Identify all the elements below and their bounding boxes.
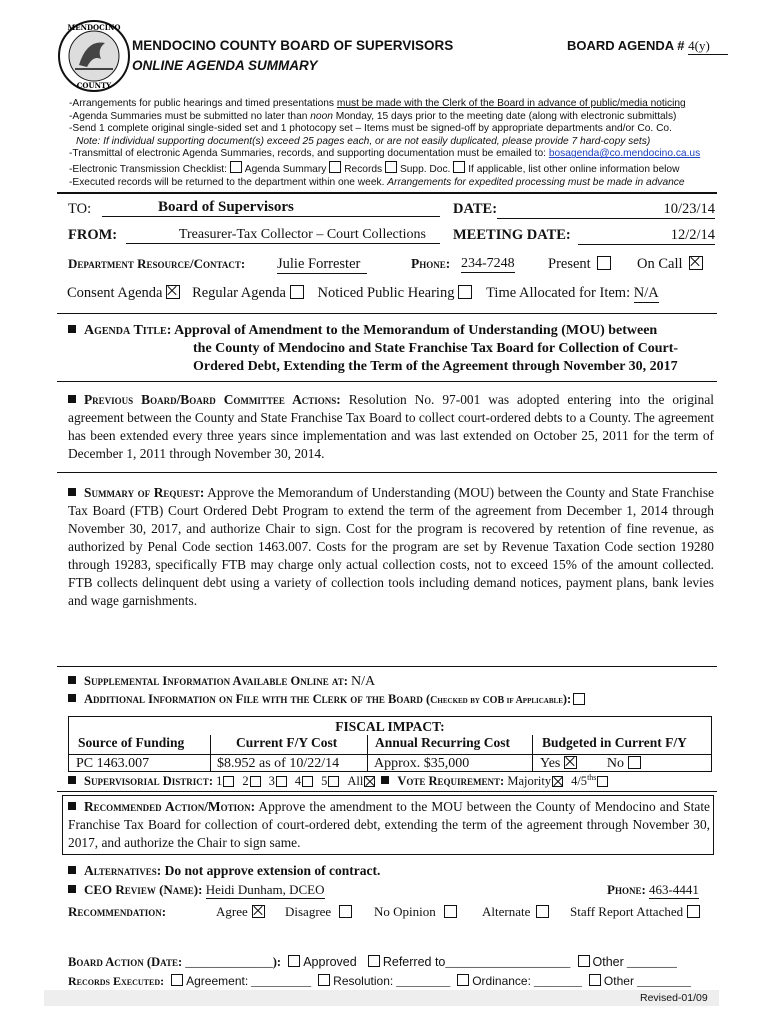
- board-agenda-number: BOARD AGENDA # 4(y): [567, 38, 728, 55]
- date-field[interactable]: 10/23/14: [497, 201, 715, 219]
- present-checkbox[interactable]: [597, 256, 611, 270]
- noticed-checkbox[interactable]: [458, 285, 472, 299]
- ceo-phone: Phone: 463-4441: [607, 882, 699, 897]
- fiscal-current-cost: $8.952 as of 10/22/14: [217, 756, 340, 771]
- budgeted-yes-checkbox[interactable]: [564, 756, 577, 769]
- to-label: TO:: [68, 201, 92, 217]
- fourfifths-checkbox[interactable]: [597, 776, 608, 787]
- noopinion-checkbox[interactable]: [444, 905, 457, 918]
- contact-label: Department Resource/Contact:: [68, 256, 246, 271]
- summary-of-request: Summary of Request: Approve the Memorandum of Understanding (MOU) between the County and State Franchise Tax Board (FTB) Court Ordered Debt Program to extend the term of the agreement from December 1, 2014 through November 30, 2017, and authorize Chair to sign. Cost for the program is recovered by retention of fine revenue, as authorized by Penal Code section 1463.007. Costs for the program are set by Revenue Taxation Code section 19280 through 19283, specifically FTB may charge only actual collection costs, not to exceed 15% of the amount collected. FTB collects delinquent debt using a variety of collection tools including demand notices, payment plans, bank levies and wage garnishments.: [68, 485, 714, 608]
- district-1-checkbox[interactable]: [223, 776, 234, 787]
- agenda-type-row: Consent Agenda Regular Agenda Noticed Public Hearing Time Allocated for Item: N/A: [67, 285, 659, 301]
- approved-checkbox[interactable]: [288, 955, 300, 967]
- disagree-checkbox[interactable]: [339, 905, 352, 918]
- district-row: Supervisorial District: 1 2 3 4 5 All Vote Requirement: Majority $4/5^{ths}$: [68, 773, 608, 789]
- date-label: DATE:: [453, 201, 498, 217]
- svg-text:MENDOCINO: MENDOCINO: [67, 23, 121, 32]
- alternatives: Alternatives: Do not approve extension of contract.: [68, 863, 380, 879]
- fiscal-annual-cost: Approx. $35,000: [374, 756, 470, 771]
- fiscal-source: PC 1463.007: [76, 756, 150, 771]
- fiscal-budgeted: Yes No: [540, 756, 641, 772]
- agree-checkbox[interactable]: [252, 905, 265, 918]
- email-link[interactable]: bosagenda@co.mendocino.ca.us: [548, 148, 701, 160]
- agreement-checkbox[interactable]: [171, 974, 183, 986]
- present-option[interactable]: Present: [548, 256, 611, 273]
- budgeted-no-checkbox[interactable]: [628, 756, 641, 769]
- board-action-row: Board Action (Date: ______________): Approved Referred to____________________ Other ________: [68, 955, 677, 969]
- other-checkbox[interactable]: [578, 955, 590, 967]
- ceo-review: CEO Review (Name): Heidi Dunham, DCEO: [68, 882, 325, 899]
- referred-checkbox[interactable]: [368, 955, 380, 967]
- records-other-checkbox[interactable]: [589, 974, 601, 986]
- district-4-checkbox[interactable]: [302, 776, 313, 787]
- additional-info-checkbox[interactable]: [573, 693, 585, 705]
- from-field[interactable]: Treasurer-Tax Collector – Court Collections: [126, 227, 440, 244]
- district-5-checkbox[interactable]: [328, 776, 339, 787]
- doc-title: MENDOCINO COUNTY BOARD OF SUPERVISORS: [132, 38, 454, 53]
- records-executed-row: Records Executed: Agreement: __________ Resolution: _________ Ordinance: ________ Other _________: [68, 974, 691, 988]
- divider: [57, 381, 717, 382]
- alternate-checkbox[interactable]: [536, 905, 549, 918]
- additional-info: Additional Information on File with the Clerk of the Board (Checked by COB if Applicable):: [68, 692, 585, 707]
- oncall-checkbox[interactable]: [689, 256, 703, 270]
- majority-checkbox[interactable]: [552, 776, 563, 787]
- district-3-checkbox[interactable]: [276, 776, 287, 787]
- recommended-action: Recommended Action/Motion: Approve the amendment to the MOU between the County of Mendocino and State Franchise Tax Board for collection of court-ordered debt, extending the term of the agreement through November 30, 2017, and authorize the Chair to sign same.: [68, 799, 710, 850]
- divider: [57, 666, 717, 667]
- to-field[interactable]: Board of Supervisors: [102, 199, 440, 217]
- contact-field[interactable]: Julie Forrester: [277, 256, 367, 274]
- agenda-title-section: Agenda Title: Approval of Amendment to the Memorandum of Understanding (MOU) between the County of Mendocino and State Franchise Tax Board for Collection of Court- Ordered Debt, Extending the Term of the Agreement through November 30, 2017: [68, 322, 716, 376]
- meeting-date-label: MEETING DATE:: [453, 227, 571, 243]
- resolution-checkbox[interactable]: [318, 974, 330, 986]
- revised-label: Revised-01/09: [640, 992, 708, 1004]
- district-all-checkbox[interactable]: [364, 776, 375, 787]
- meeting-date-field[interactable]: 12/2/14: [578, 227, 715, 245]
- district-2-checkbox[interactable]: [250, 776, 261, 787]
- phone-label: Phone:: [411, 256, 451, 271]
- oncall-option[interactable]: On Call: [637, 256, 703, 273]
- consent-checkbox[interactable]: [166, 285, 180, 299]
- regular-checkbox[interactable]: [290, 285, 304, 299]
- divider: [57, 192, 717, 194]
- submission-rules: -Arrangements for public hearings and timed presentations must be made with the Clerk of the Board in advance of public/media noticing -Agenda Summaries must be submitted no later than noon Monday, 15 days prior to the meeting date (along with electronic submittals) -Send 1 complete original single-sided set and 1 photocopy set – Items must be signed-off by appropriate departments and/or Co. Co. Note: If individual supporting document(s) exceed 25 pages each, or are not easily duplicated, please provide 7 hard-copy sets) -Transmittal of electronic Agenda Summaries, records, and supporting documentation must be emailed to: bosagenda@co.mendocino.ca.us -Electronic Transmission Checklist: Agenda Summary Records Supp. Doc. If applicable, list other online information below -Executed records will be returned to the department within one week. Arrangements for expedited processing must be made in advance: [69, 98, 701, 188]
- from-label: FROM:: [68, 227, 118, 243]
- divider: [57, 791, 717, 792]
- divider: [57, 313, 717, 314]
- supplemental-info: Supplemental Information Available Online at: N/A: [68, 674, 375, 690]
- divider: [57, 472, 717, 473]
- svg-text:COUNTY: COUNTY: [76, 81, 112, 90]
- county-seal: [57, 19, 131, 93]
- footer-bar: [44, 990, 719, 1006]
- ordinance-checkbox[interactable]: [457, 974, 469, 986]
- previous-actions: Previous Board/Board Committee Actions: Resolution No. 97-001 was adopted entering into the original agreement between the County and State Franchise Tax Board to collect court-ordered debts to a County. The agreement has been extended every three years since implementation and was last extended on October 25, 2011 for the term of December 1, 2011 through November 30, 2014.: [68, 392, 714, 461]
- staff-report-checkbox[interactable]: [687, 905, 700, 918]
- phone-field[interactable]: 234-7248: [461, 256, 515, 271]
- fiscal-impact-title: FISCAL IMPACT:: [335, 719, 445, 734]
- doc-subtitle: ONLINE AGENDA SUMMARY: [132, 58, 318, 73]
